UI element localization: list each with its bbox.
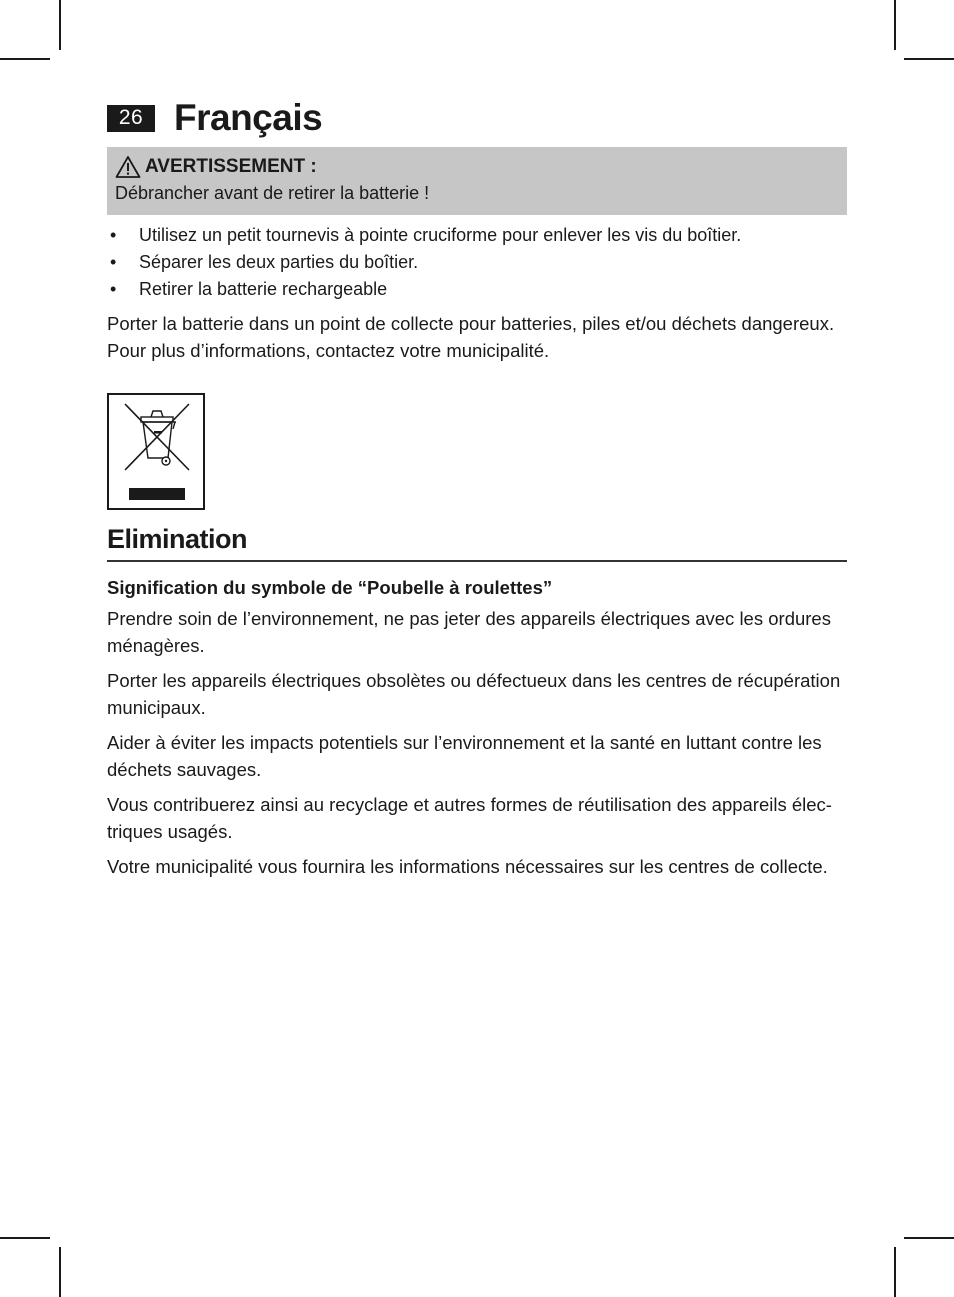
page-number: 26 <box>107 105 155 132</box>
page-header <box>107 96 322 140</box>
list-item: • Séparer les deux parties du boîtier. <box>110 252 419 272</box>
paragraph: Votre municipalité vous fournira les informations nécessaires sur les centres de collecte. <box>107 856 828 877</box>
subheading: Signification du symbole de “Poubelle à roulettes” <box>107 577 553 598</box>
crossed-out-wheelie-bin-icon <box>109 395 203 508</box>
warning-heading <box>115 153 839 181</box>
paragraph: Prendre soin de l’environnement, ne pas jeter des appareils électriques avec les ordures ménagères. <box>107 608 831 656</box>
warning-heading-text: AVERTISSEMENT : <box>145 156 317 177</box>
disposal-note: Porter la batterie dans un point de collecte pour batteries, piles et/ou déchets dangereux. Pour plus d’informations, contactez votre municipalité. <box>107 313 835 361</box>
warning-text: Débrancher avant de retirer la batterie ! <box>115 183 430 203</box>
instruction-list <box>107 222 847 303</box>
crop-mark <box>0 1237 50 1239</box>
paragraph: Porter les appareils électriques obsolètes ou défectueux dans les centres de récupération municipaux. <box>107 670 841 718</box>
page-title: Français <box>174 97 323 138</box>
weee-symbol <box>107 393 205 510</box>
warning-box <box>107 147 847 215</box>
crop-mark <box>904 58 954 60</box>
crop-mark <box>59 1247 61 1297</box>
crop-mark <box>904 1237 954 1239</box>
paragraph: Vous contribuerez ainsi au recyclage et autres formes de réutilisation des appareils élec- triques usagés. <box>107 794 832 842</box>
list-item: • Retirer la batterie rechargeable <box>110 279 388 299</box>
list-item: • Utilisez un petit tournevis à pointe cruciforme pour enlever les vis du boîtier. <box>110 225 742 245</box>
warning-triangle-icon <box>115 155 141 179</box>
crop-mark <box>894 1247 896 1297</box>
crop-mark <box>894 0 896 50</box>
section-title: Elimination <box>107 520 847 562</box>
crop-mark <box>59 0 61 50</box>
paragraph: Aider à éviter les impacts potentiels sur l’environnement et la santé en luttant contre les déchets sauvages. <box>107 732 822 780</box>
crop-mark <box>0 58 50 60</box>
